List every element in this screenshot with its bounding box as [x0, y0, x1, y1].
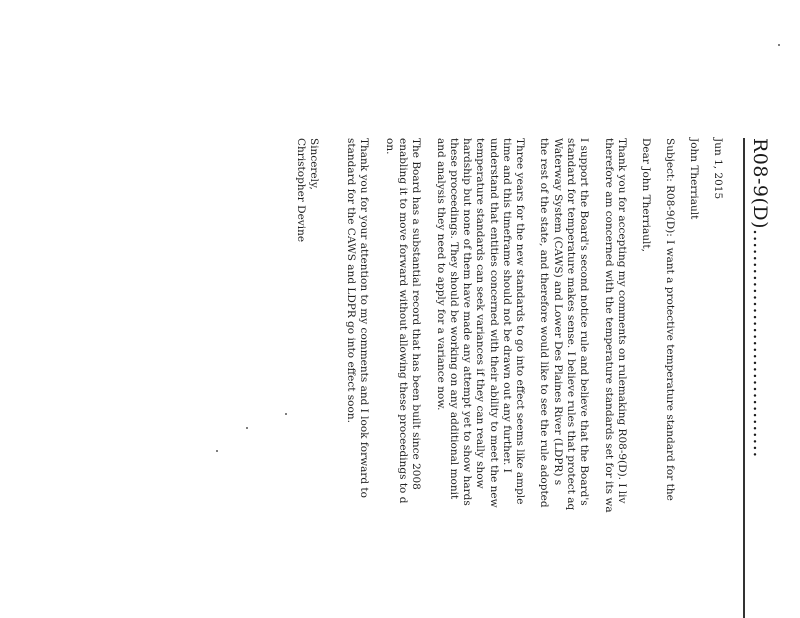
- paragraph-4: [382, 138, 422, 503]
- paragraph-line: on.: [383, 138, 396, 155]
- letter-recipient: John Therriault: [688, 138, 700, 220]
- paragraph-line: these proceedings. They should be working on any additional monit: [447, 138, 460, 500]
- scan-speck: [778, 44, 780, 46]
- letter-closing: Sincerely,: [308, 138, 320, 190]
- paragraph-line: I support the Board's second notice rule and believe that the Board's: [578, 138, 590, 506]
- paragraph-line: temperature standards can seek variances if they can really show: [474, 138, 487, 489]
- paragraph-line: enabling it to move forward without allowing these proceedings to d: [396, 138, 409, 504]
- paragraph-5: [344, 138, 370, 498]
- scan-speck: [246, 427, 248, 429]
- paragraph-line: Thank you for your attention to my comments and I look forward to: [358, 138, 370, 498]
- letter-date: Jun 1, 2015: [712, 138, 724, 200]
- paragraph-line: time and this timeframe should not be drawn out any further. I: [500, 138, 513, 473]
- paragraph-line: Waterway System (CAWS) and Lower Des Plaines River (LDPR) s: [551, 138, 564, 486]
- paragraph-line: understand that entities concerned with their ability to meet the new: [487, 138, 500, 508]
- paragraph-line: standard for the CAWS and LDPR go into effect soon.: [344, 138, 357, 423]
- letter-signature: Christopher Devine: [294, 138, 307, 243]
- paragraph-3: [434, 138, 526, 508]
- paragraph-line: The Board has a substantial record that has been built since 2008: [410, 138, 422, 490]
- scan-speck: [285, 413, 287, 415]
- document-header: R08-9(D)...................................: [749, 138, 771, 458]
- letter-subject: Subject: R08-9(D): I want a protective temperature standard for the: [664, 138, 676, 501]
- closing-block: [294, 138, 320, 242]
- scan-speck: [216, 450, 218, 452]
- paragraph-line: Thank you for accepting my comments on rulemaking R08-9(D). I liv: [616, 138, 628, 504]
- paragraph-1: [602, 138, 628, 513]
- letter-salutation: Dear John Therriault,: [640, 138, 652, 252]
- paragraph-line: and analysis they need to apply for a variance now.: [434, 138, 447, 411]
- paragraph-line: therefore am concerned with the temperature standards set for its wa: [602, 138, 615, 513]
- paragraph-line: the rest of the state, and therefore would like to see the rule adopted: [538, 138, 551, 508]
- paragraph-line: Three years for the new standards to go into effect seems like ample: [514, 138, 526, 505]
- paragraph-line: standard for temperature makes sense. I believe rules that protect aq: [564, 138, 577, 511]
- header-rule: [743, 138, 745, 618]
- paragraph-line: hardship but none of them have made any attempt yet to show hards: [461, 138, 474, 506]
- paragraph-2: [537, 138, 590, 510]
